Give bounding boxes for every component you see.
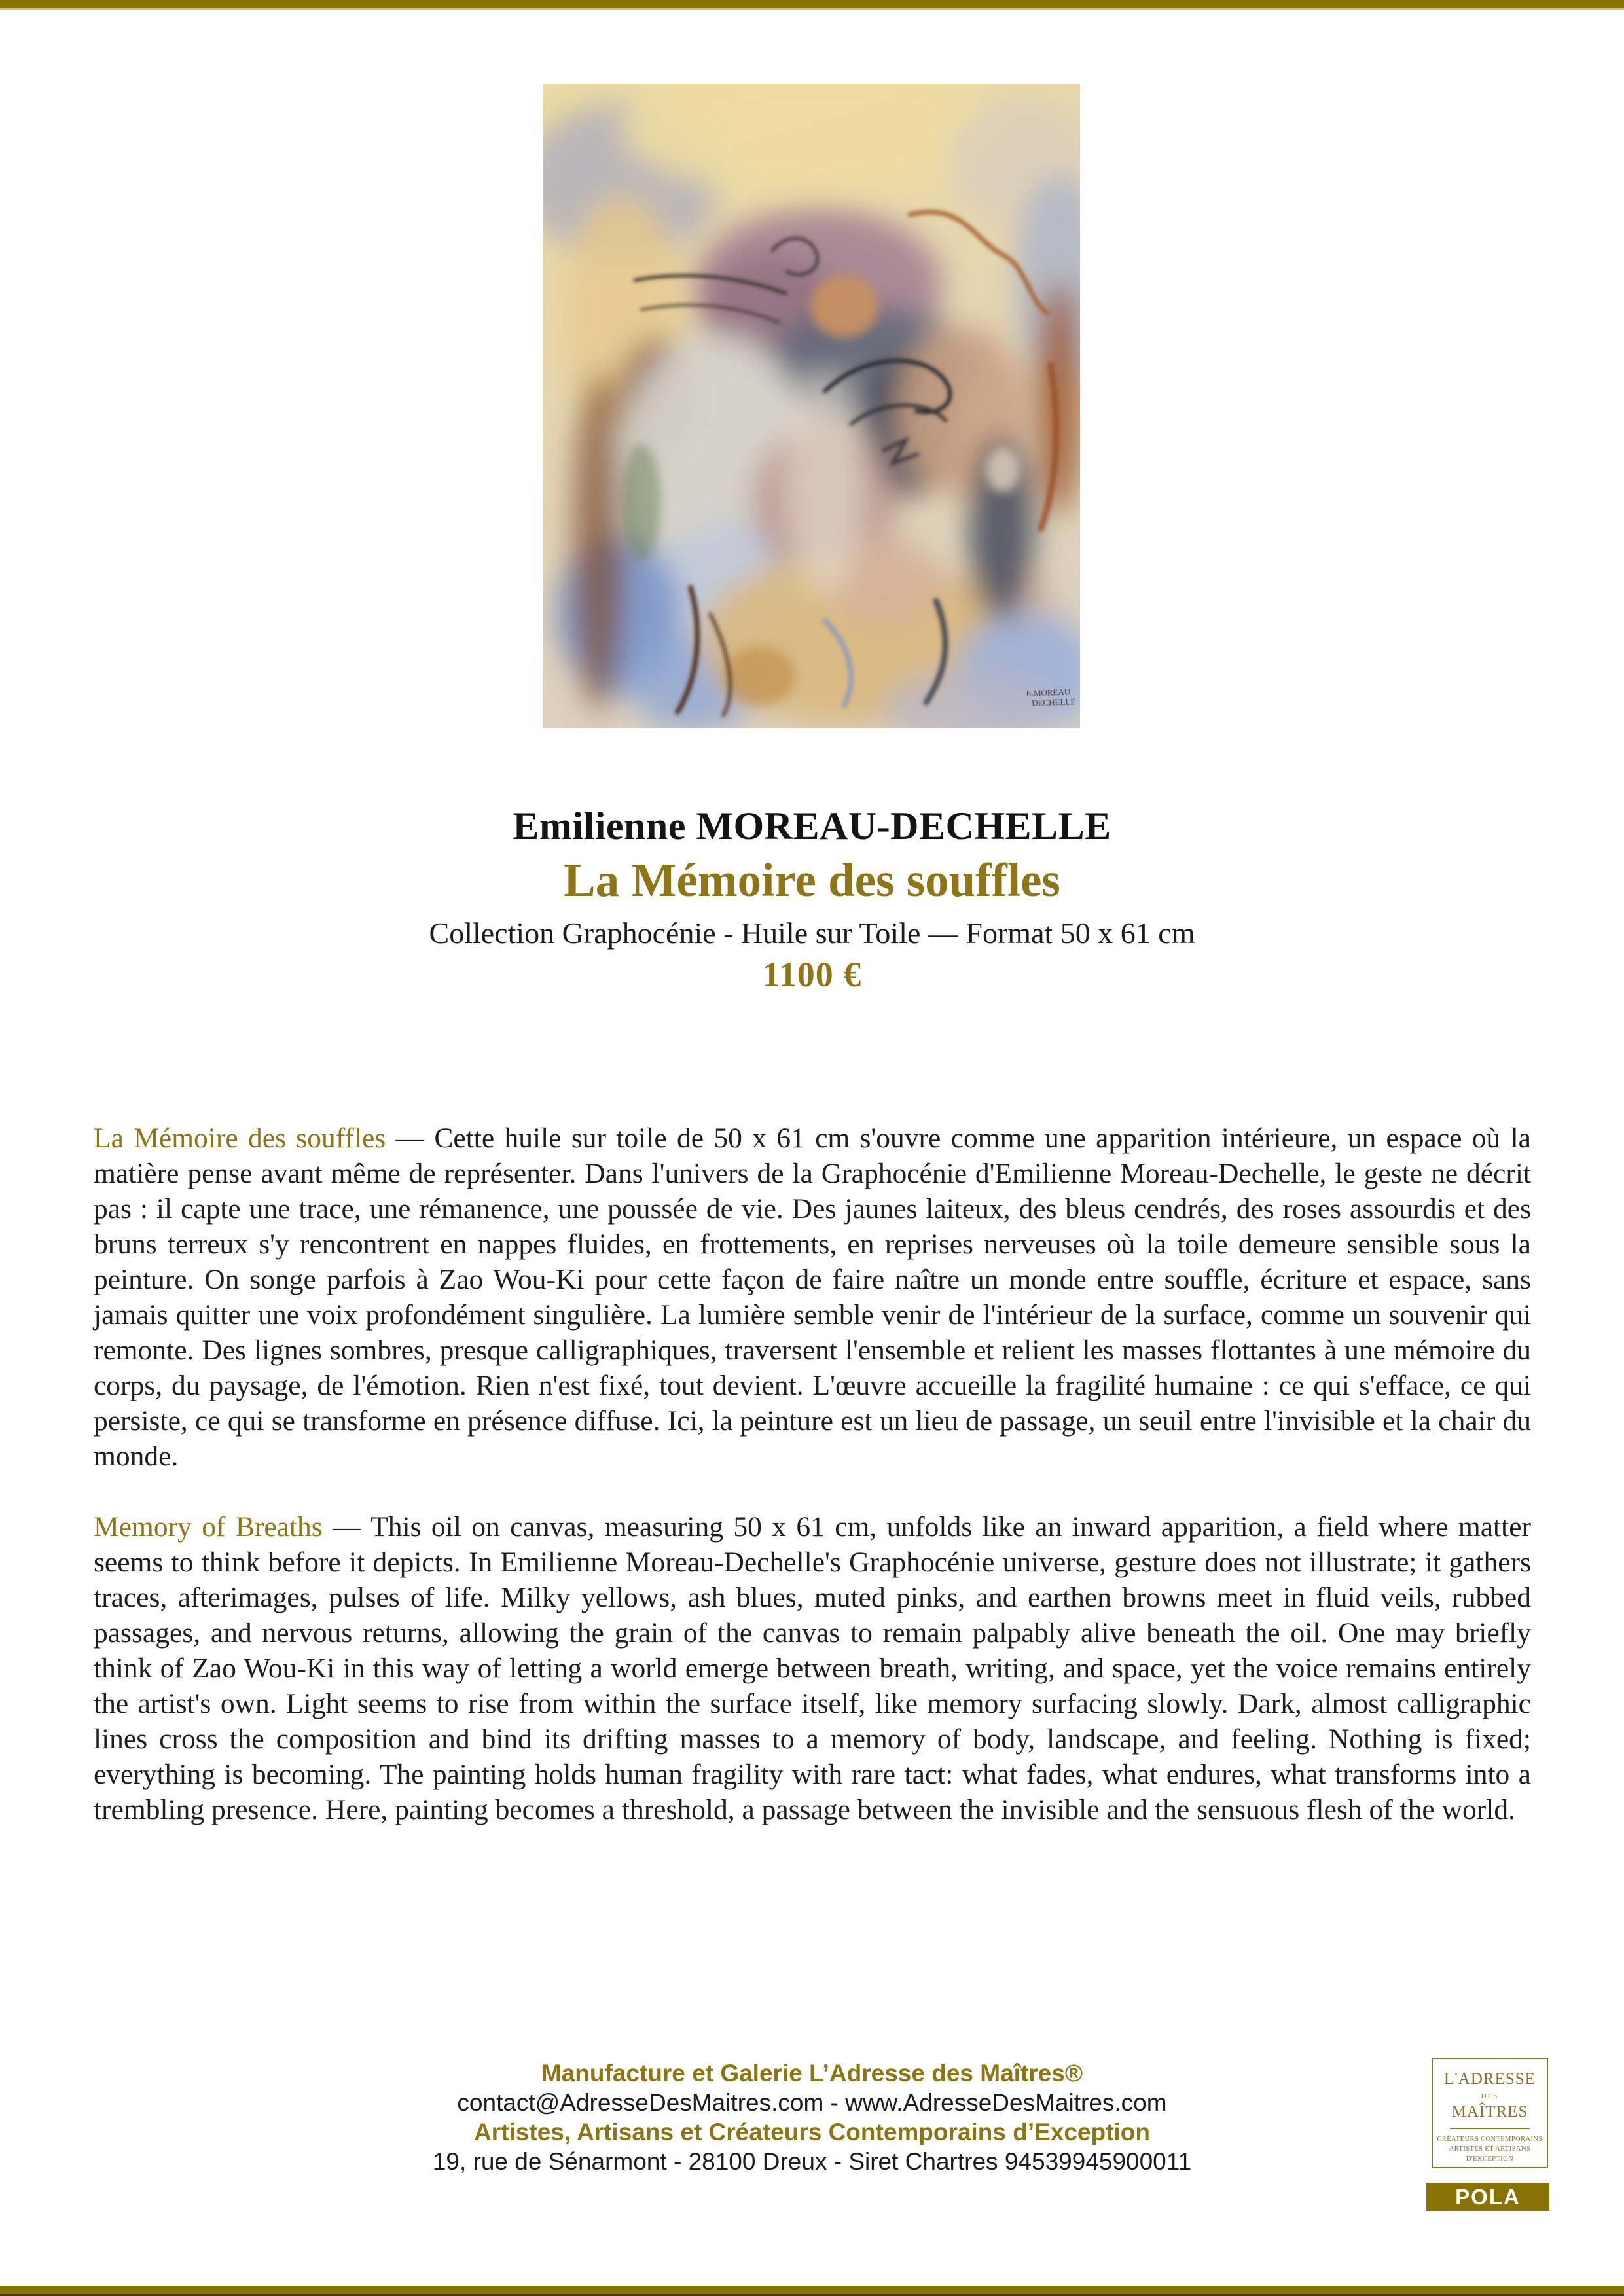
logo-sub-createurs: CRÉATEURS CONTEMPORAINS	[1437, 2136, 1543, 2143]
description-french	[94, 1121, 1531, 1474]
description-english-lead: Memory of Breaths	[94, 1511, 323, 1543]
footer-contact-line: contact@AdresseDesMaitres.com - www.AdresseDesMaitres.com	[457, 2089, 1167, 2116]
painting-signature-line2: DECHELLE	[1031, 696, 1076, 708]
description-english	[94, 1509, 1531, 1827]
artwork-price: 1100 €	[762, 955, 862, 994]
footer-gallery-name: Manufacture et Galerie L’Adresse des Maîtres®	[541, 2060, 1083, 2087]
artist-name: Emilienne MOREAU-DECHELLE	[513, 804, 1111, 848]
abstract-painting	[543, 84, 1080, 728]
footer-tagline: Artistes, Artisans et Créateurs Contemporains d’Exception	[474, 2119, 1150, 2145]
description-french-lead: La Mémoire des souffles	[94, 1122, 386, 1154]
footer	[0, 2058, 1624, 2176]
top-border-bar	[0, 0, 1624, 10]
pola-badge: POLA	[1426, 2183, 1549, 2211]
artwork-details: Collection Graphocénie - Huile sur Toile — Format 50 x 61 cm	[429, 916, 1195, 950]
description-english-body: — This oil on canvas, measuring 50 x 61 cm, unfolds like an inward apparition, a field where matter seems to think before it depicts. In Emilienne Moreau-Dechelle's Graphocénie universe, gesture does not illustrate; it gathers traces, afterimages, pulses of life. Milky yellows, ash blues, muted pinks, and earthen browns meet in fluid veils, rubbed passages, and nervous returns, allowing the grain of the canvas to remain palpably alive beneath the oil. One may briefly think of Zao Wou-Ki in this way of letting a world emerge between breath, writing, and space, yet the voice remains entirely the artist's own. Light seems to rise from within the surface itself, like memory surfacing slowly. Dark, almost calligraphic lines cross the composition and bind its drifting masses to a memory of body, landscape, and feeling. Nothing is fixed; everything is becoming. The painting holds human fragility with rare tact: what fades, what endures, what transforms into a trembling presence. Here, painting becomes a threshold, a passage between the invisible and the sensuous flesh of the world.	[94, 1511, 1531, 1825]
description-french-body: — Cette huile sur toile de 50 x 61 cm s'ouvre comme une apparition intérieure, un espace où la matière pense avant même de représenter. Dans l'univers de la Graphocénie d'Emilienne Moreau-Dechelle, le geste ne décrit pas : il capte une trace, une rémanence, une poussée de vie. Des jaunes laiteux, des bleus cendrés, des roses assourdis et des bruns terreux s'y rencontrent en nappes fluides, en frottements, en reprises nerveuses où la toile demeure sensible sous la peinture. On songe parfois à Zao Wou-Ki pour cette façon de faire naître un monde entre souffle, écriture et espace, sans jamais quitter une voix profondément singulière. La lumière semble venir de l'intérieur de la surface, comme un souvenir qui remonte. Des lignes sombres, presque calligraphiques, traversent l'ensemble et relient les masses flottantes à une mémoire du corps, du paysage, de l'émotion. Rien n'est fixé, tout devient. L'œuvre accueille la fragilité humaine : ce qui s'efface, ce qui persiste, ce qui se transforme en présence diffuse. Ici, la peinture est un lieu de passage, un seuil entre l'invisible et la chair du monde.	[94, 1122, 1531, 1472]
logo-sub-artistes: ARTISTES ET ARTISANS	[1449, 2145, 1531, 2153]
logo-sub-exception: D'EXCEPTION	[1466, 2155, 1514, 2162]
descriptions-section	[94, 1121, 1531, 1863]
logo-line-maitres: MAÎTRES	[1451, 2103, 1528, 2121]
artwork-image	[543, 84, 1080, 728]
footer-address: 19, rue de Sénarmont - 28100 Dreux - Siret Chartres 94539945900011	[432, 2148, 1192, 2175]
artwork-title: La Mémoire des souffles	[564, 853, 1060, 906]
painting-signature-line1: E.MOREAU	[1026, 687, 1071, 698]
logo-divider	[1450, 2128, 1530, 2129]
logo-line-des: DES	[1481, 2092, 1499, 2100]
gallery-logo-block	[1432, 2058, 1548, 2209]
logo-line-adresse: L'ADRESSE	[1444, 2070, 1536, 2088]
bottom-border-bar	[0, 2286, 1624, 2296]
gallery-logo	[1432, 2058, 1548, 2168]
